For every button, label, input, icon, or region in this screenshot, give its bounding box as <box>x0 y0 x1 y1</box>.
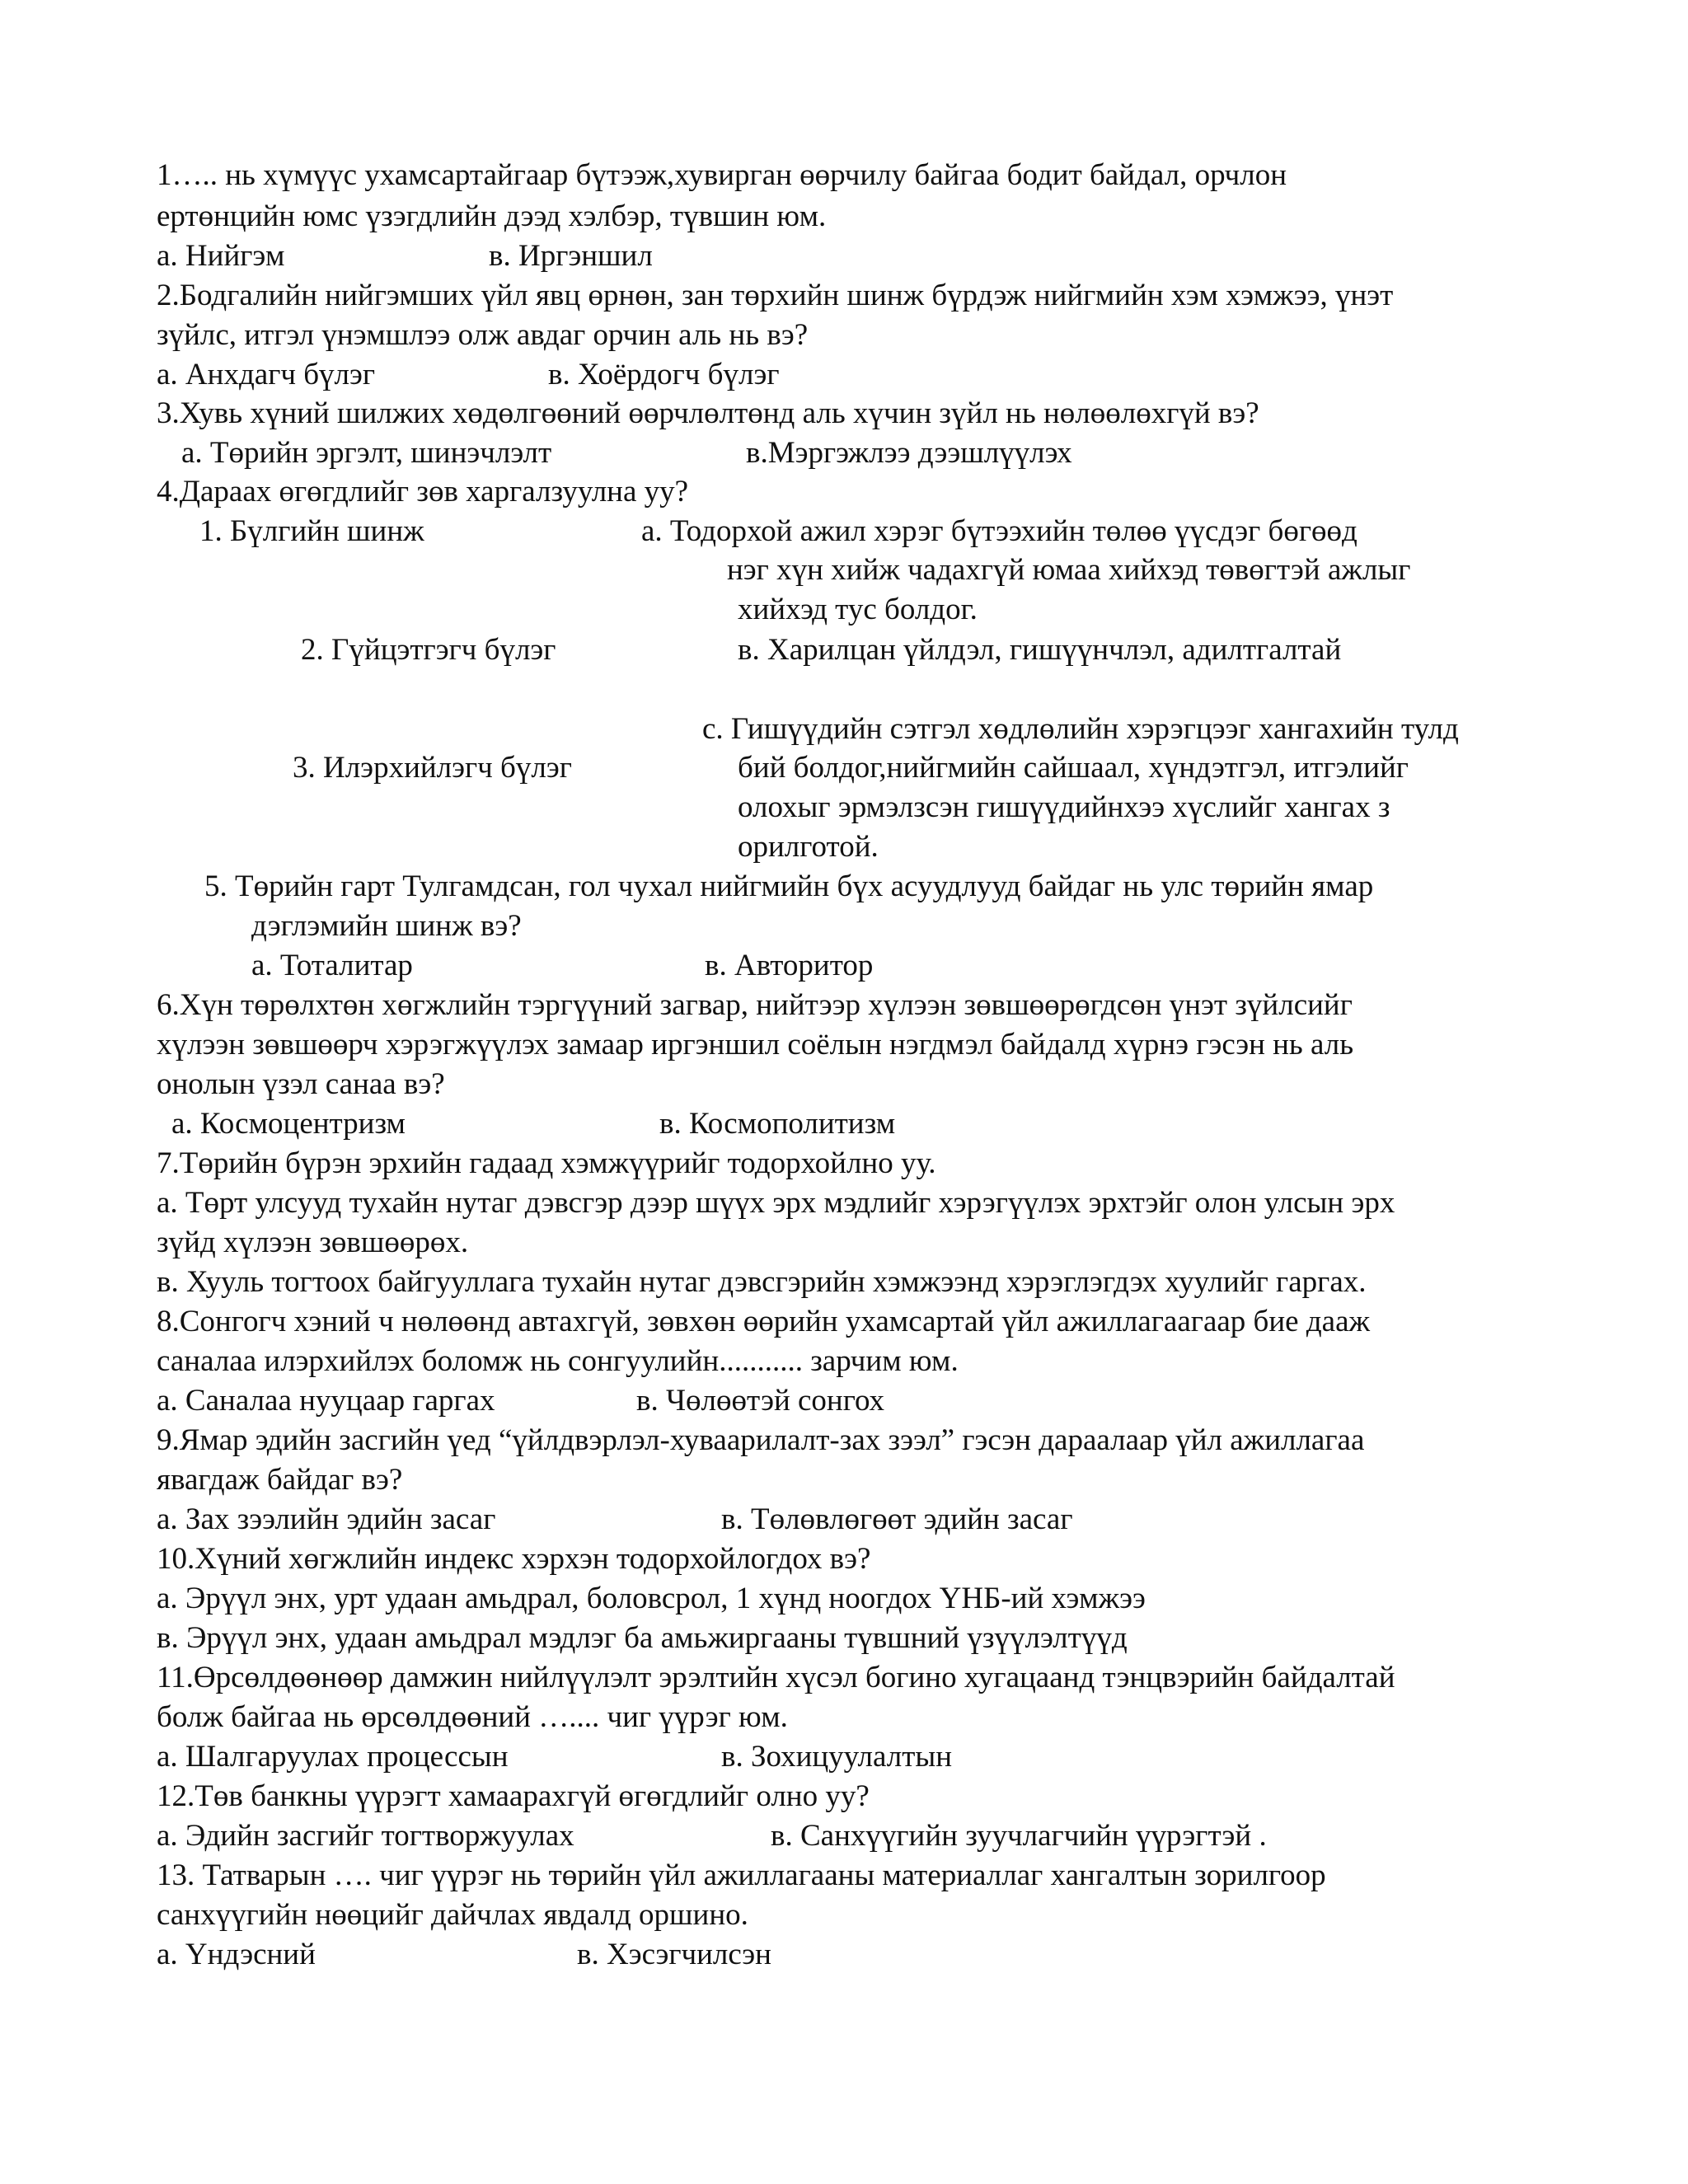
question-13-text-line-1: 13. Татварын …. чиг үүрэг нь төрийн үйл ажиллагааны материаллаг хангалтын зорилгоор <box>157 1858 1326 1892</box>
question-3-option-a: a. Төрийн эргэлт, шинэчлэлт <box>181 436 552 470</box>
question-10-text: 10.Хүний хөгжлийн индекс хэрхэн тодорхойлогдох вэ? <box>157 1542 871 1576</box>
question-5-option-a: a. Тоталитар <box>251 949 413 982</box>
question-8-text-line-2: саналаа илэрхийлэх боломж нь сонгуулийн........... зарчим юм. <box>157 1344 959 1378</box>
question-13-text-line-2: санхүүгийн нөөцийг дайчлах явдалд оршино. <box>157 1898 748 1932</box>
question-11-option-b: в. Зохицуулалтын <box>721 1740 953 1774</box>
question-2-text-line-2: зүйлс, итгэл үнэмшлээ олж авдаг орчин аль нь вэ? <box>157 318 809 352</box>
question-5-option-b: в. Авторитор <box>705 949 874 982</box>
question-7-option-b: в. Хууль тогтоох байгууллага тухайн нутаг дэвсгэрийн хэмжээнд хэрэглэгдэх хуулийг гаргах. <box>157 1265 1367 1299</box>
question-1-text-line-1: 1….. нь хүмүүс ухамсартайгаар бүтээж,хувирган өөрчилу байгаа бодит байдал, орчлон <box>157 158 1287 192</box>
question-4-right-item-b: в. Харилцан үйлдэл, гишүүнчлэл, адилтгалтай <box>738 633 1342 667</box>
question-9-option-b: в. Төлөвлөгөөт эдийн засаг <box>721 1502 1073 1536</box>
question-1-option-b: в. Иргэншил <box>489 239 653 273</box>
question-5-text-line-1: 5. Төрийн гарт Тулгамдсан, гол чухал нийгмийн бүх асуудлууд байдаг нь улс төрийн ямар <box>204 869 1374 903</box>
question-4-text: 4.Дараах өгөгдлийг зөв харгалзуулна уу? <box>157 475 689 509</box>
question-4-right-item-a-line-2: нэг хүн хийж чадахгүй юмаа хийхэд төвөгтэй ажлыг <box>727 553 1411 587</box>
question-10-option-b: в. Эрүүл энх, удаан амьдрал мэдлэг ба амьжиргааны түвшний үзүүлэлтүүд <box>157 1621 1128 1655</box>
question-12-option-b: в. Санхүүгийн зуучлагчийн үүрэгтэй . <box>771 1819 1267 1853</box>
question-13-option-b: в. Хэсэгчилсэн <box>577 1938 771 1971</box>
question-12-option-a: a. Эдийн засгийг тогтворжуулах <box>157 1819 574 1853</box>
question-6-option-b: в. Космополитизм <box>659 1107 896 1141</box>
question-5-text-line-2: дэглэмийн шинж вэ? <box>251 909 522 943</box>
question-9-option-a: a. Зах зээлийн эдийн засаг <box>157 1502 496 1536</box>
question-8-text-line-1: 8.Сонгогч хэний ч нөлөөнд автахгүй, зөвхөн өөрийн ухамсартай үйл ажиллагаагаар бие дааж <box>157 1305 1371 1338</box>
question-4-right-item-c-line-2: бий болдог,нийгмийн сайшаал, хүндэтгэл, итгэлийг <box>738 751 1409 785</box>
question-4-right-item-c-line-3: олохыг эрмэлзсэн гишүүдийнхээ хүслийг хангах з <box>738 790 1390 824</box>
question-7-option-a-line-2: зүйд хүлээн зөвшөөрөх. <box>157 1226 469 1259</box>
question-8-option-b: в. Чөлөөтэй сонгох <box>636 1384 885 1418</box>
question-7-text: 7.Төрийн бүрэн эрхийн гадаад хэмжүүрийг тодорхойлно уу. <box>157 1146 936 1180</box>
question-2-text-line-1: 2.Бодгалийн нийгэмших үйл явц өрнөн, зан төрхийн шинж бүрдэж нийгмийн хэм хэмжээ, үнэт <box>157 279 1394 312</box>
question-4-left-item-2: 2. Гүйцэтгэгч бүлэг <box>301 633 556 667</box>
question-2-option-a: a. Анхдагч бүлэг <box>157 358 376 391</box>
question-7-option-a-line-1: a. Төрт улсууд тухайн нутаг дэвсгэр дээр шүүх эрх мэдлийг хэрэгүүлэх эрхтэйг олон улсын эрх <box>157 1186 1395 1220</box>
question-4-right-item-a-line-1: a. Тодорхой ажил хэрэг бүтээхийн төлөө үүсдэг бөгөөд <box>641 514 1357 548</box>
question-12-text: 12.Төв банкны үүрэгт хамаарахгүй өгөгдлийг олно уу? <box>157 1779 870 1813</box>
question-2-option-b: в. Хоёрдогч бүлэг <box>548 358 780 391</box>
question-1-text-line-2: ертөнцийн юмс үзэгдлийн дээд хэлбэр, түвшин юм. <box>157 199 827 233</box>
question-6-text-line-2: хүлээн зөвшөөрч хэрэгжүүлэх замаар иргэншил соёлын нэгдмэл байдалд хүрнэ гэсэн нь аль <box>157 1028 1354 1062</box>
question-6-text-line-3: онолын үзэл санаа вэ? <box>157 1067 445 1101</box>
question-4-right-item-c-line-1: c. Гишүүдийн сэтгэл хөдлөлийн хэрэгцээг хангахийн тулд <box>702 712 1459 746</box>
question-11-text-line-1: 11.Өрсөлдөөнөөр дамжин нийлүүлэлт эрэлтийн хүсэл богино хугацаанд тэнцвэрийн байдалтай <box>157 1661 1395 1694</box>
question-8-option-a: a. Саналаа нууцаар гаргах <box>157 1384 495 1418</box>
question-11-text-line-2: болж байгаа нь өрсөлдөөний ….... чиг үүрэг юм. <box>157 1700 788 1734</box>
question-9-text-line-2: явагдаж байдаг вэ? <box>157 1463 403 1497</box>
question-3-text: 3.Хувь хүний шилжих хөдөлгөөний өөрчлөлтөнд аль хүчин зүйл нь нөлөөлөхгүй вэ? <box>157 396 1259 430</box>
question-4-left-item-3: 3. Илэрхийлэгч бүлэг <box>293 751 572 785</box>
question-6-text-line-1: 6.Хүн төрөлхтөн хөгжлийн тэргүүний загвар, нийтээр хүлээн зөвшөөрөгдсөн үнэт зүйлсийг <box>157 988 1353 1022</box>
question-4-left-item-1: 1. Бүлгийн шинж <box>199 514 424 548</box>
question-6-option-a: a. Космоцентризм <box>171 1107 406 1141</box>
question-10-option-a: a. Эрүүл энх, урт удаан амьдрал, боловсрол, 1 хүнд ноогдох ҮНБ-ий хэмжээ <box>157 1582 1146 1615</box>
question-4-right-item-a-line-3: хийхэд тус болдог. <box>738 593 978 626</box>
question-13-option-a: a. Үндэсний <box>157 1938 316 1971</box>
question-1-option-a: a. Нийгэм <box>157 239 285 273</box>
question-3-option-b: в.Мэргэжлээ дээшлүүлэх <box>746 436 1072 470</box>
question-9-text-line-1: 9.Ямар эдийн засгийн үед “үйлдвэрлэл-хуваарилалт-зах зээл” гэсэн дараалаар үйл ажиллагаа <box>157 1423 1365 1457</box>
question-4-right-item-c-line-4: орилготой. <box>738 830 879 864</box>
question-11-option-a: a. Шалгаруулах процессын <box>157 1740 509 1774</box>
